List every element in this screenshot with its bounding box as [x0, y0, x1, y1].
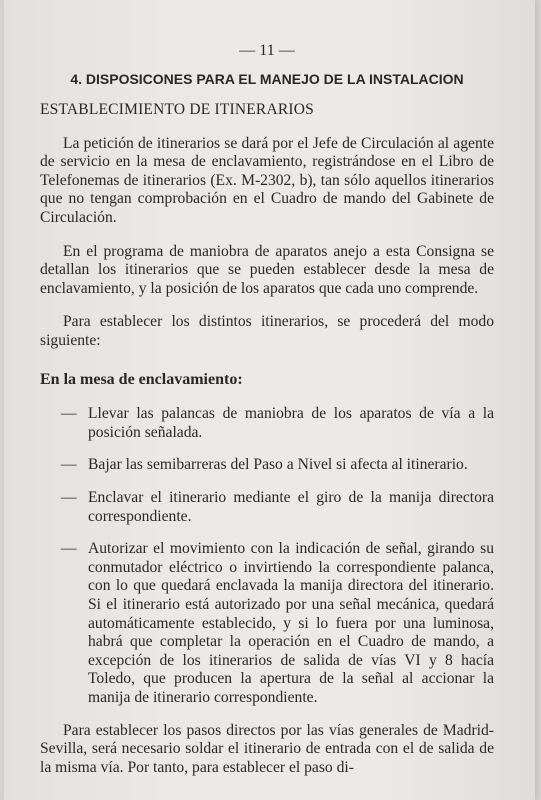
- paragraph-program: En el programa de maniobra de aparatos anejo a esta Consigna se detallan los itinerarios que se pueden establecer desde la mesa de enclavamiento, y la posición de los aparatos que cada uno comprende.: [40, 242, 494, 297]
- dash-mark: —: [61, 489, 77, 506]
- list-item: [40, 540, 494, 707]
- list-item-text: Llevar las palancas de maniobra de los aparatos de vía a la posición señalada.: [88, 405, 494, 441]
- document-page: [4, 0, 535, 800]
- dash-mark: —: [61, 456, 77, 474]
- list-item-text: Bajar las semibarreras del Paso a Nivel si afecta al itinerario.: [88, 456, 468, 474]
- paragraph-request: La petición de itinerarios se dará por el Jefe de Circulación al agente de servicio en la mesa de enclavamiento, registrándose en el Libro de Telefonemas de itinerarios (Ex. M-2302, b), tan sólo aquellos itinerarios que no tengan comprobación en el Cuadro de mando del Gabinete de Circulación.: [40, 134, 494, 227]
- procedure-list: [40, 405, 494, 707]
- page-number: — 11 —: [239, 42, 295, 59]
- bold-heading: En la mesa de enclavamiento:: [40, 370, 243, 388]
- page-content: [40, 42, 494, 792]
- list-item-text: Enclavar el itinerario mediante el giro de la manija directora correspondiente.: [88, 489, 494, 525]
- list-item: [40, 489, 494, 526]
- subheading: ESTABLECIMIENTO DE ITINERARIOS: [40, 101, 314, 119]
- list-item: [40, 405, 494, 442]
- paragraph-procedure: Para establecer los distintos itinerarios, se procederá del modo siguiente:: [40, 313, 494, 350]
- list-item-text: Autorizar el movimiento con la indicación de señal, girando su conmutador eléctrico o invirtiendo la correspondiente palanca, con lo que quedará enclavada la manija directora del itinerario. Si el itinerario está autorizado por una señal mecánica, quedará automáticamente establecido, y si lo fuera por una luminosa, habrá que completar la operación en el Cuadro de mando, a excepción de los itinerarios de salida de vías VI y 8 hacía Toledo, que producen la apertura de la señal al accionar la manija de itinerario correspondiente.: [88, 540, 494, 706]
- dash-mark: —: [61, 540, 77, 558]
- list-item: [40, 456, 494, 475]
- section-title: 4. DISPOSICONES PARA EL MANEJO DE LA INSTALACION: [70, 70, 464, 87]
- closing-paragraph: Para establecer los pasos directos por las vías generales de Madrid-Sevilla, será necesario soldar el itinerario de entrada con el de salida de la misma vía. Por tanto, para establecer el paso di-: [40, 721, 494, 776]
- dash-mark: —: [61, 405, 77, 423]
